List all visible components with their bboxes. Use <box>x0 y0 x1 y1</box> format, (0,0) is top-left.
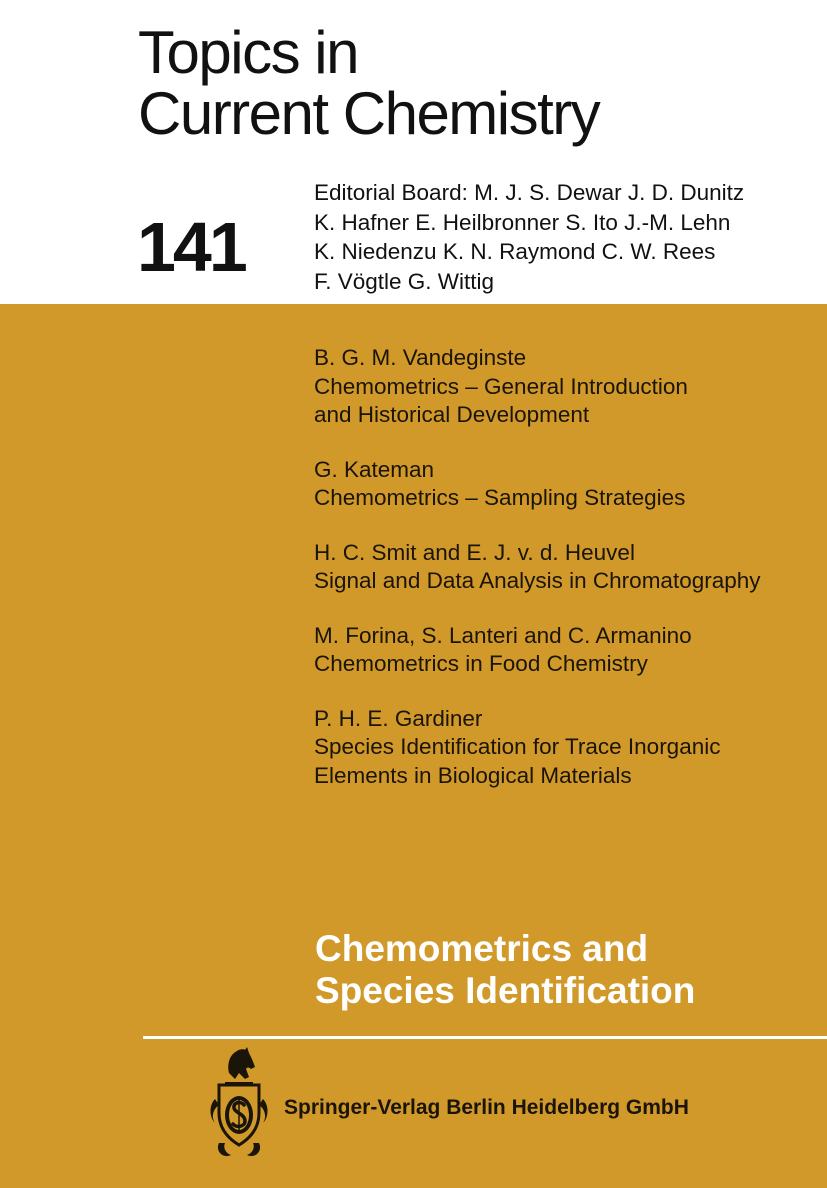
series-title-line-1: Topics in <box>138 19 358 86</box>
series-title-line-2: Current Chemistry <box>138 80 600 147</box>
series-title <box>138 19 600 147</box>
entry-title-line: Elements in Biological Materials <box>314 762 632 788</box>
contents-entry <box>314 622 819 679</box>
editorial-board-line: Editorial Board: M. J. S. Dewar J. D. Dunitz <box>314 180 745 205</box>
volume-title <box>315 928 695 1012</box>
entry-title-line: and Historical Development <box>314 402 590 427</box>
entry-authors: B. G. M. Vandeginste <box>314 345 527 370</box>
entry-title-line: Chemometrics – Sampling Strategies <box>314 485 686 510</box>
entry-authors: P. H. E. Gardiner <box>314 705 483 731</box>
editorial-board-line: K. Niedenzu K. N. Raymond C. W. Rees <box>314 239 716 264</box>
entry-authors: G. Kateman <box>314 456 435 482</box>
entry-title-line: Species Identification for Trace Inorganic <box>314 734 721 759</box>
editorial-board <box>314 178 744 296</box>
entry-title-line: Chemometrics in Food Chemistry <box>314 651 648 676</box>
publisher-name: Springer-Verlag Berlin Heidelberg GmbH <box>284 1096 689 1119</box>
divider-rule <box>143 1036 827 1039</box>
contents-entry <box>314 705 819 791</box>
volume-title-line-2: Species Identification <box>315 970 696 1011</box>
contents-list <box>314 344 819 816</box>
editorial-board-line: K. Hafner E. Heilbronner S. Ito J.-M. Lehn <box>314 209 731 235</box>
editorial-board-line: F. Vögtle G. Wittig <box>314 268 495 294</box>
volume-number: 141 <box>137 208 245 286</box>
contents-entry <box>314 344 819 430</box>
entry-authors: M. Forina, S. Lanteri and C. Armanino <box>314 622 692 648</box>
entry-title-line: Signal and Data Analysis in Chromatography <box>314 568 761 593</box>
entry-authors: H. C. Smit and E. J. v. d. Heuvel <box>314 539 635 565</box>
contents-entry <box>314 539 819 596</box>
header-panel <box>0 0 827 304</box>
entry-title-line: Chemometrics – General Introduction <box>314 373 688 399</box>
volume-title-line-1: Chemometrics and <box>315 928 649 969</box>
contents-entry <box>314 456 819 513</box>
springer-knight-logo-icon <box>205 1043 273 1165</box>
